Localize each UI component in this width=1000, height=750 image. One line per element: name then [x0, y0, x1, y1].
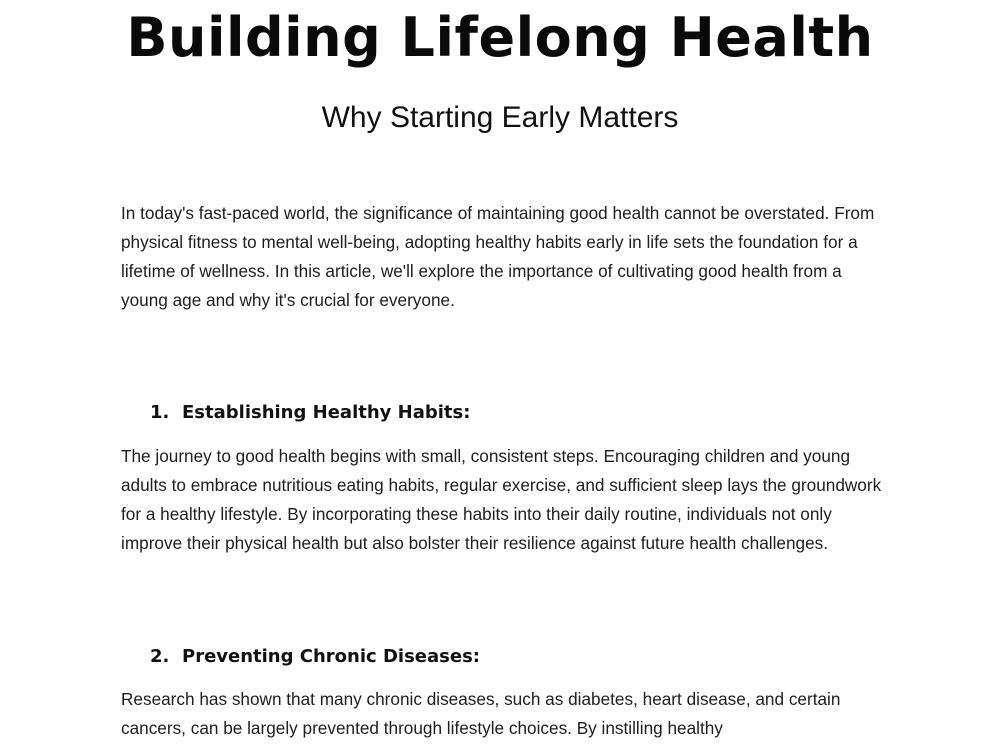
section-number: 2.	[150, 646, 170, 667]
document-subtitle: Why Starting Early Matters	[321, 101, 679, 134]
section-body-1: The journey to good health begins with small, consistent steps. Encouraging children and young adults to embrace nutritious eating habits, regular exercise, and sufficient sleep lays the groundwork for a healthy lifestyle. By incorporating these habits into their daily routine, individuals not only improve their physical health but also bolster their resilience against future health challenges.	[121, 446, 882, 553]
section-number: 1.	[150, 402, 170, 423]
intro-paragraph: In today's fast-paced world, the significance of maintaining good health cannot be overstated. From physical fitness to mental well-being, adopting healthy habits early in life sets the foundation for a lifetime of wellness. In this article, we'll explore the importance of cultivating good health from a young age and why it's crucial for everyone.	[121, 203, 875, 310]
section-body-2: Research has shown that many chronic diseases, such as diabetes, heart disease, and certain cancers, can be largely prevented through lifestyle choices. By instilling healthy	[121, 689, 841, 738]
section-heading-text: Establishing Healthy Habits:	[182, 402, 471, 423]
section-heading-text: Preventing Chronic Diseases:	[182, 646, 480, 667]
section-heading-2	[150, 644, 480, 670]
section-heading-1	[150, 400, 470, 426]
document-title: Building Lifelong Health	[126, 6, 874, 69]
